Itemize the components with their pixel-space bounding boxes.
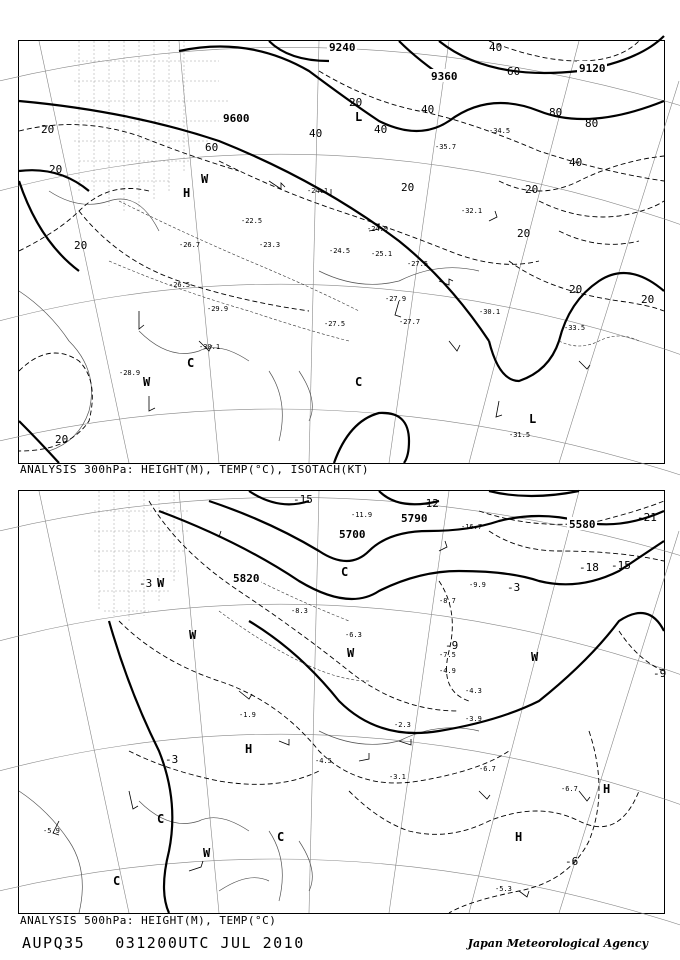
chart-datetime: 031200UTC JUL 2010 xyxy=(115,934,305,952)
isotherm-label: -21 xyxy=(637,511,657,524)
caption-300hpa: ANALYSIS 300hPa: HEIGHT(M), TEMP(°C), ISOTACH(KT) xyxy=(20,463,370,476)
temp-reading: -29.9 xyxy=(207,305,229,313)
low-symbol: L xyxy=(529,412,537,426)
isotach-label: 20 xyxy=(517,227,531,240)
temp-reading: -31.5 xyxy=(509,431,531,439)
isotach-label: 20 xyxy=(74,239,88,252)
warm-symbol: W xyxy=(531,650,539,664)
temp-reading: -30.1 xyxy=(199,343,221,351)
warm-symbol: W xyxy=(203,846,211,860)
temp-reading: -4.5 xyxy=(315,757,332,765)
temp-readings xyxy=(119,127,585,439)
temp-reading: -27.5 xyxy=(407,260,429,268)
height-label-9360: 9360 xyxy=(431,70,458,83)
cold-symbol: C xyxy=(187,356,195,370)
isotherm-label: -15 xyxy=(611,559,631,572)
map-500hpa-canvas xyxy=(19,491,667,913)
temp-reading: -5.9 xyxy=(43,827,60,835)
isotach-label: 80 xyxy=(585,117,599,130)
map-300hpa-canvas xyxy=(19,41,664,463)
temp-readings xyxy=(43,511,578,893)
temp-reading: -24.1 xyxy=(307,187,329,195)
temp-reading: -26.7 xyxy=(179,241,201,249)
height-label-5580: 5580 xyxy=(569,518,596,531)
isotach-labels xyxy=(41,41,654,446)
isotherm-label: -3 xyxy=(139,577,153,590)
temp-reading: -28.9 xyxy=(119,369,141,377)
temp-reading: -11.9 xyxy=(351,511,373,519)
cold-symbol: C xyxy=(341,565,349,579)
chart-id: AUPQ35 xyxy=(22,934,86,952)
isotach-label: 20 xyxy=(41,123,55,136)
temp-reading: -24.9 xyxy=(367,225,389,233)
temp-reading: -3.1 xyxy=(389,773,406,781)
pressure-symbols xyxy=(113,565,610,888)
high-symbol: H xyxy=(183,186,191,200)
isotach-label: 40 xyxy=(309,127,323,140)
temp-reading: -9.9 xyxy=(469,581,486,589)
high-symbol: H xyxy=(245,742,253,756)
isotach-label: 20 xyxy=(349,96,363,109)
low-symbol: L xyxy=(355,110,363,124)
isotherm-label: -18 xyxy=(579,561,599,574)
isotherm-label: -12 xyxy=(419,497,439,510)
pressure-symbols xyxy=(143,110,539,426)
caption-500hpa: ANALYSIS 500hPa: HEIGHT(M), TEMP(°C) xyxy=(20,914,277,927)
isotach-label: 20 xyxy=(49,163,63,176)
isotach-label: 20 xyxy=(525,183,539,196)
isotach-label: 20 xyxy=(641,293,655,306)
isotherm-label: -3 xyxy=(165,753,179,766)
temp-reading: -34.5 xyxy=(489,127,511,135)
temp-reading: -7.5 xyxy=(439,651,456,659)
isotach-label: 60 xyxy=(507,65,521,78)
temp-reading: -6.7 xyxy=(561,785,578,793)
warm-symbol: W xyxy=(143,375,151,389)
temp-reading: -27.7 xyxy=(399,318,421,326)
temp-reading: -6.3 xyxy=(345,631,362,639)
high-symbol: H xyxy=(515,830,523,844)
temp-reading: -16.7 xyxy=(461,523,483,531)
temp-reading: -3.9 xyxy=(465,715,482,723)
temp-reading: -8.7 xyxy=(439,597,456,605)
temp-reading: -32.1 xyxy=(461,207,483,215)
temp-reading: -1.9 xyxy=(239,711,256,719)
temp-reading: -27.9 xyxy=(385,295,407,303)
isotach-label: 40 xyxy=(569,156,583,169)
isotherm-label: -6 xyxy=(565,855,579,868)
height-label-9120: 9120 xyxy=(579,62,606,75)
map-500hpa xyxy=(18,490,665,914)
high-symbol: H xyxy=(603,782,611,796)
isotach-label: 40 xyxy=(489,41,503,54)
temp-reading: -4.9 xyxy=(439,667,456,675)
height-label-5820: 5820 xyxy=(233,572,260,585)
isotherm-label: -3 xyxy=(507,581,521,594)
graticule xyxy=(0,41,680,481)
height-label-9240: 9240 xyxy=(329,41,356,54)
cold-symbol: C xyxy=(157,812,165,826)
temp-reading: -35.7 xyxy=(435,143,457,151)
isotach-label: 20 xyxy=(401,181,415,194)
warm-symbol: W xyxy=(189,628,197,642)
temp-reading: -6.7 xyxy=(479,765,496,773)
temp-reading: -4.3 xyxy=(465,687,482,695)
temp-reading: -23.3 xyxy=(259,241,281,249)
temp-reading: -22.5 xyxy=(241,217,263,225)
isotherm-label: -15 xyxy=(293,493,313,506)
isotach-label: 20 xyxy=(569,283,583,296)
temp-reading: -33.5 xyxy=(564,324,586,332)
isotach-label: 20 xyxy=(55,433,69,446)
chart-code xyxy=(22,934,305,952)
cold-symbol: C xyxy=(277,830,285,844)
temp-reading: -27.5 xyxy=(324,320,346,328)
warm-symbol: W xyxy=(347,646,355,660)
temp-reading: -2.3 xyxy=(394,721,411,729)
temp-reading: -5.3 xyxy=(495,885,512,893)
cold-symbol: C xyxy=(113,874,121,888)
warm-symbol: W xyxy=(201,172,209,186)
temp-reading: -26.5 xyxy=(169,281,191,289)
isotach-label: 80 xyxy=(549,106,563,119)
isotach-label: 60 xyxy=(205,141,219,154)
temp-reading: -25.1 xyxy=(371,250,393,258)
agency-name: Japan Meteorological Agency xyxy=(467,937,648,950)
temp-reading: -8.3 xyxy=(291,607,308,615)
isotach-label: 40 xyxy=(421,103,435,116)
isotach-label: 40 xyxy=(374,123,388,136)
isotherm-label: -9 xyxy=(653,667,667,680)
temp-reading: -24.5 xyxy=(329,247,351,255)
temp-reading: -30.1 xyxy=(479,308,501,316)
warm-symbol: W xyxy=(157,576,165,590)
cold-symbol: C xyxy=(355,375,363,389)
height-label-5700: 5700 xyxy=(339,528,366,541)
map-300hpa xyxy=(18,40,665,464)
height-label-9600: 9600 xyxy=(223,112,250,125)
height-label-5790: 5790 xyxy=(401,512,428,525)
isotherm-label: -9 xyxy=(445,639,459,652)
